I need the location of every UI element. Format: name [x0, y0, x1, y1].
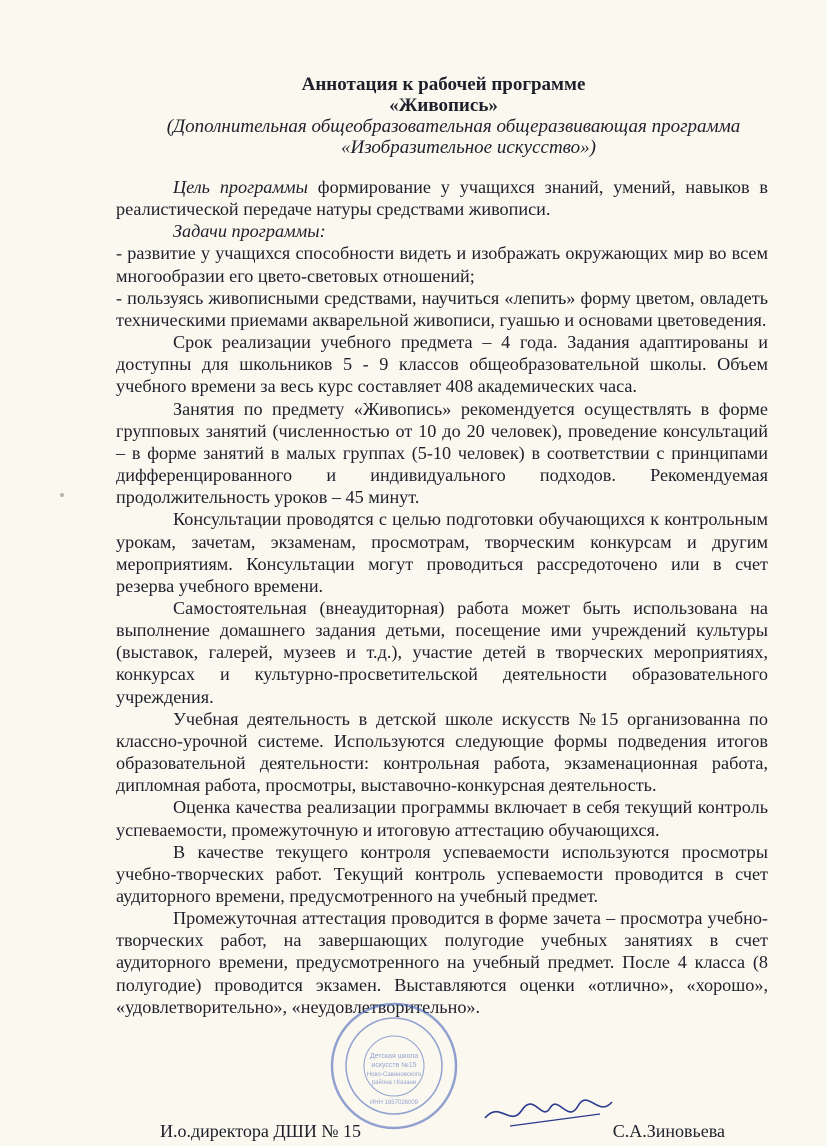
- svg-text:искусств №15: искусств №15: [371, 1062, 417, 1069]
- independent-work-paragraph: Самостоятельная (внеаудиторная) работа может быть использована на выполнение домашнего задания детьми, посещение ими учреждений культуры (выставок, галерей, музеев и т.д.), участие детей в творческих мероприятиях, конкурсах и культурно-просветительской деятельности образовательного учреждения.: [116, 597, 768, 707]
- document-title: Аннотация к рабочей программе: [301, 74, 586, 95]
- interim-attestation-paragraph: Промежуточная аттестация проводится в форме зачета – просмотра учебно-творческих работ, на завершающих полугодие учебных занятиях в счет аудиторного времени, предусмотренного на учебный предмет. После 4 класса (8 полугодие) проводится экзамен. Выставляются оценки «отлично», «хорошо», «удовлетворительно», «неудовлетворительно».: [116, 908, 768, 1017]
- svg-text:Ново-Савиновского: Ново-Савиновского: [366, 1072, 422, 1078]
- task-item-2: - пользуясь живописными средствами, научиться «лепить» форму цветом, овладеть техническими приемами акварельной живописи, гуашью и основами цветоведения.: [116, 287, 768, 330]
- director-position: И.о.директора ДШИ № 15: [160, 1121, 362, 1141]
- task-item-1: - развитие у учащихся способности видеть и изображать окружающих мир во всем многообразии его цвето-световых отношений;: [116, 243, 768, 286]
- term-paragraph: Срок реализации учебного предмета – 4 года. Задания адаптированы и доступны для школьников 5 - 9 классов общеобразовательной школы. Объем учебного времени за весь курс составляет 408 академических часа.: [116, 332, 768, 397]
- program-subtitle-line2: «Изобразительное искусство»): [341, 137, 596, 158]
- activity-paragraph: Учебная деятельность в детской школе искусств №15 организованна по классно-урочной системе. Используются следующие формы подведения итогов образовательной деятельности: контрольная работа, экзаменационная работа, дипломная работа, просмотры, выставочно-конкурсная деятельность.: [116, 708, 768, 796]
- svg-text:района г.Казани: района г.Казани: [371, 1080, 417, 1086]
- svg-text:ИНН 1657026009: ИНН 1657026009: [369, 1100, 419, 1106]
- program-subtitle-line1: (Дополнительная общеобразовательная общеразвивающая программа: [166, 116, 741, 137]
- title-block: [0, 74, 827, 158]
- director-name: С.А.Зиновьева: [612, 1121, 725, 1141]
- tasks-label: Задачи программы:: [173, 221, 326, 242]
- goal-label: Цель программы: [173, 177, 308, 197]
- consultations-paragraph: Консультации проводятся с целью подготовки обучающихся к контрольным урокам, зачетам, экзаменам, просмотрам, творческим конкурсам и другим мероприятиям. Консультации могут проводиться рассредоточено или в счет резерва учебного времени.: [116, 509, 768, 596]
- current-control-paragraph: В качестве текущего контроля успеваемости используются просмотры учебно-творческих работ. Текущий контроль успеваемости проводится в счет аудиторного времени, предусмотренного на учебный предмет.: [116, 841, 768, 906]
- quality-paragraph: Оценка качества реализации программы включает в себя текущий контроль успеваемости, промежуточную и итоговую аттестацию обучающихся.: [116, 797, 768, 840]
- goal-paragraph: [116, 176, 768, 220]
- lessons-paragraph: Занятия по предмету «Живопись» рекомендуется осуществлять в форме групповых занятий (численностью от 10 до 20 человек), проведение консультаций – в форме занятий в малых группах (5-10 человек) в соответствии с принципами дифференцированного и индивидуального подходов. Рекомендуемая продолжительность уроков – 45 минут.: [116, 398, 768, 508]
- paper-speck: [60, 493, 64, 497]
- director-signature: [480, 1088, 620, 1138]
- school-stamp: [328, 1000, 460, 1132]
- subject-title: «Живопись»: [389, 95, 498, 116]
- goal-text: формирование у учащихся знаний, умений, навыков в реалистической передаче натуры средствами живописи.: [116, 177, 768, 220]
- svg-text:Детская школа: Детская школа: [369, 1053, 419, 1060]
- document-body: [116, 176, 768, 1018]
